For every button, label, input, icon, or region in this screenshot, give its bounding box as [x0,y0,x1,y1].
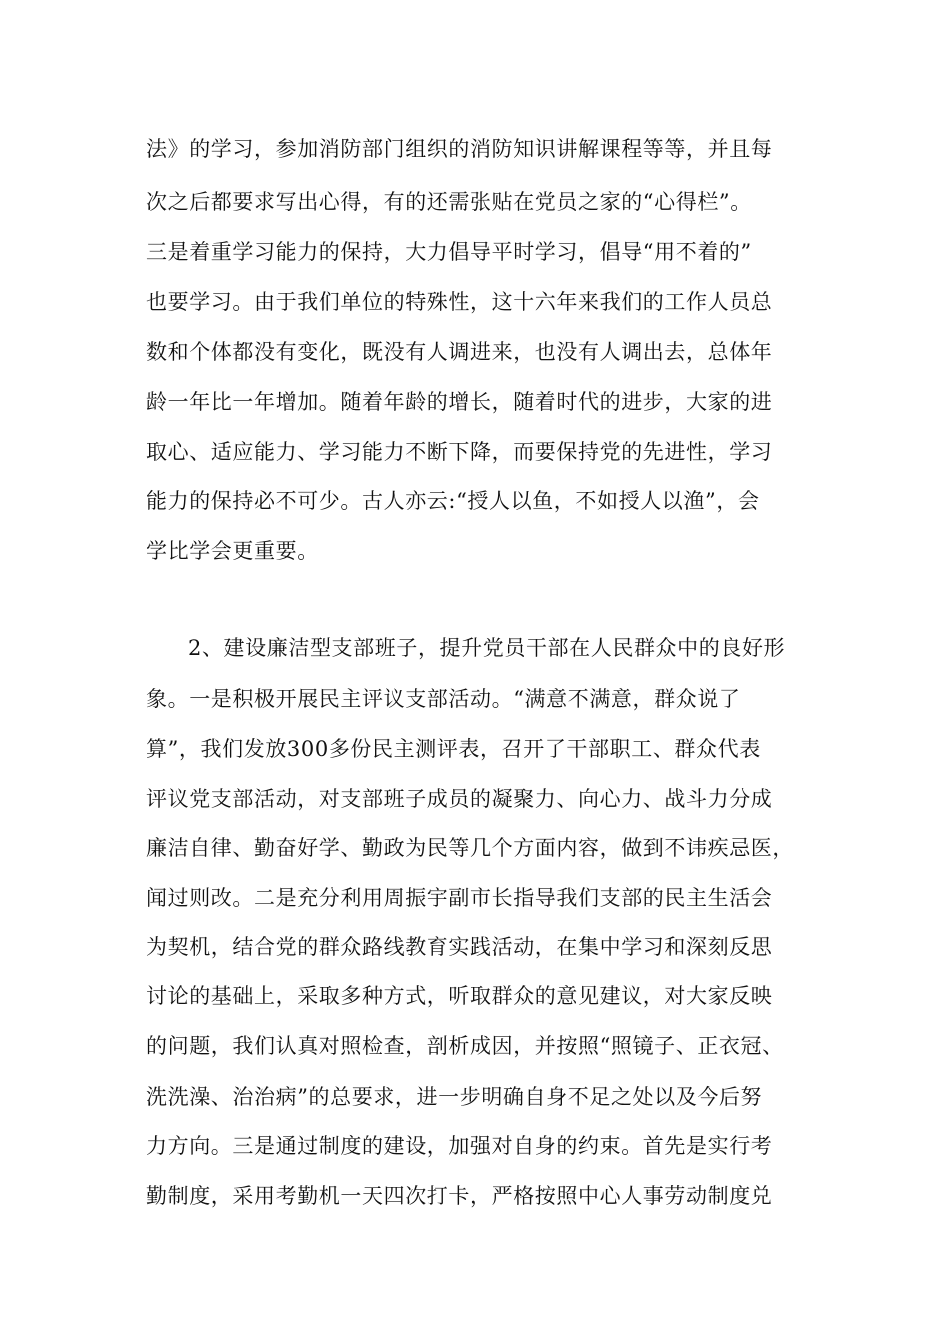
text-line: 数和个体都没有变化，既没有人调进来，也没有人调出去，总体年 [146,340,773,364]
text-line: 三是着重学习能力的保持，大力倡导平时学习，倡导“用不着的” [146,240,752,264]
text-line: 为契机，结合党的群众路线教育实践活动，在集中学习和深刻反思 [146,935,773,959]
text-line: 讨论的基础上，采取多种方式，听取群众的意见建议，对大家反映 [146,984,773,1008]
text-line: 闻过则改。二是充分利用周振宇副市长指导我们支部的民主生活会 [146,886,773,910]
text-line: 法》的学习，参加消防部门组织的消防知识讲解课程等等，并且每 [146,137,773,161]
text-line: 评议党支部活动，对支部班子成员的凝聚力、向心力、战斗力分成 [146,787,773,811]
text-line: 也要学习。由于我们单位的特殊性，这十六年来我们的工作人员总 [146,290,773,314]
text-line: 力方向。三是通过制度的建设，加强对自身的约束。首先是实行考 [146,1134,773,1158]
text-line: 算”，我们发放300多份民主测评表，召开了干部职工、群众代表 [146,737,761,761]
text-line: 学比学会更重要。 [146,539,319,563]
text-line: 勤制度，采用考勤机一天四次打卡，严格按照中心人事劳动制度兑 [146,1184,773,1208]
text-line: 能力的保持必不可少。古人亦云:“授人以鱼，不如授人以渔”，会 [146,489,760,513]
text-line: 的问题，我们认真对照检查，剖析成因，并按照“照镜子、正衣冠、 [146,1034,784,1058]
text-line: 次之后都要求写出心得，有的还需张贴在党员之家的“心得栏”。 [146,190,752,214]
text-line: 取心、适应能力、学习能力不断下降，而要保持党的先进性，学习 [146,440,773,464]
text-line: 2、建设廉洁型支部班子，提升党员干部在人民群众中的良好形 [188,636,786,660]
text-line: 洗洗澡、治治病”的总要求，进一步明确自身不足之处以及今后努 [146,1085,763,1109]
text-line: 廉洁自律、勤奋好学、勤政为民等几个方面内容，做到不讳疾忌医， [146,836,794,860]
text-line: 龄一年比一年增加。随着年龄的增长，随着时代的进步，大家的进 [146,390,773,414]
text-line: 象。一是积极开展民主评议支部活动。“满意不满意，群众说了 [146,687,741,711]
